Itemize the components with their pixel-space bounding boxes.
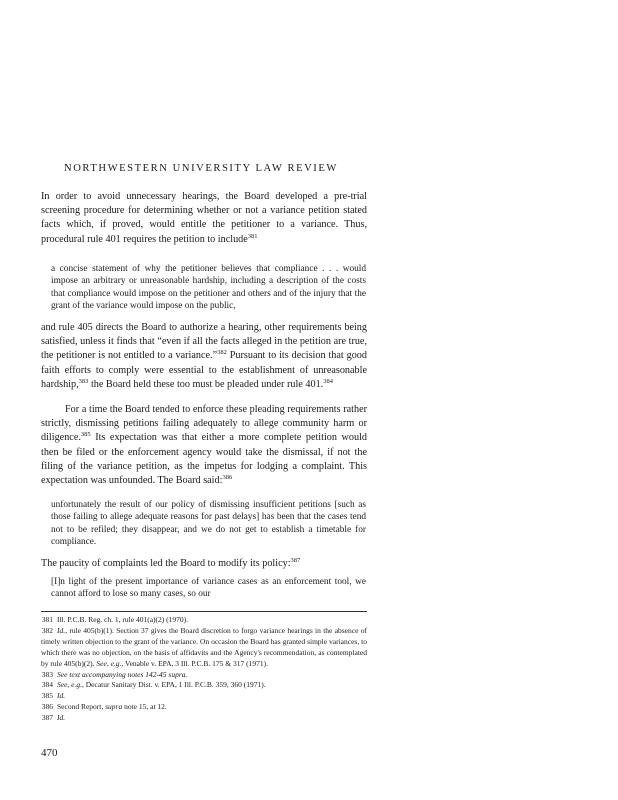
footnote-number: 385 [41, 691, 53, 701]
footnote-divider [41, 611, 367, 612]
block-quote-3: [I]n light of the present importance of variance cases as an enforcement tool, we cannot afford to lose so many cases, so our [51, 577, 366, 600]
block-quote-2: unfortunately the result of our policy of dismissing insufficient petitions [such as those failing to allege adequate reasons for past delays] has been that the cases tend not to be refiled; they disappear, and we do not get to establish a timetable for compliance. [51, 500, 366, 547]
footnote-ref-386[interactable]: 386 [222, 474, 233, 482]
paragraph-4 [41, 557, 367, 571]
paragraph-1-text: In order to avoid unnecessary hearings, the Board developed a pre-trial screening procedure for determining whether or not a variance petition stated facts which, if proved, would entitle the petitioner to a variance. Thus, procedural rule 401 requires the petition to include [41, 191, 367, 245]
footnote-385 [41, 691, 367, 702]
footnote-text-italic: See text accompanying notes 142-45 supra. [57, 669, 188, 679]
paragraph-2 [41, 321, 367, 392]
page-number: 470 [41, 747, 58, 759]
footnote-number: 382 [41, 625, 53, 635]
footnote-384 [41, 680, 367, 691]
paragraph-2-text-b: Pursuant to its decision that good faith efforts to comply were essential to the establishment of unreasonable hardship, [41, 350, 367, 390]
footnote-387 [41, 713, 367, 724]
footnote-ref-385[interactable]: 385 [80, 431, 91, 439]
footnote-text-italic: supra [105, 702, 123, 712]
footnote-text: , rule 405(b)(1). Section 37 gives the Board discretion to forgo variance hearings in the absence of timely written objection to the grant of the variance. On occasion the Board has granted simple variances, to which there was no objection, on the basis of affidavits and the Agency's recommendation, as contemplated by rule 405(b)(2). [41, 625, 367, 668]
footnote-text: note 15, at 12. [122, 702, 167, 712]
paragraph-2-text-c: the Board held these too must be pleaded under rule 401. [88, 378, 324, 390]
footnote-382 [41, 626, 367, 670]
footnotes-list [41, 615, 367, 724]
footnote-ref-383[interactable]: 383 [78, 377, 89, 385]
footnote-text-italic: See, e.g., [57, 680, 84, 690]
paragraph-3-text-a: For a time the Board tended to enforce these pleading requirements rather strictly, dismissing petitions failing adequately to allege community harm or diligence. [41, 404, 367, 444]
footnote-number: 386 [41, 702, 53, 712]
footnote-ref-381[interactable]: 381 [247, 232, 258, 240]
footnote-text-italic: Id. [57, 625, 66, 635]
footnote-text: Ill. P.C.B. Reg. ch. 1, rule 401(a)(2) (1970). [57, 615, 189, 624]
footnote-text-italic: Id. [57, 691, 66, 701]
footnote-text-italic: See, e.g., [96, 658, 124, 668]
footnote-number: 387 [41, 713, 53, 723]
paragraph-2-text-a: and rule 405 directs the Board to authorize a hearing, other requirements being satisfied, unless it finds that “even if all the facts alleged in the petition are true, the petitioner is not entitled to a variance.” [41, 322, 367, 362]
footnote-ref-387[interactable]: 387 [290, 557, 301, 564]
footnote-381 [41, 615, 367, 626]
footnote-text: Second Report, [57, 702, 106, 712]
footnote-386 [41, 702, 367, 713]
footnote-number: 384 [41, 680, 53, 690]
paragraph-1 [41, 190, 367, 247]
footnote-ref-382[interactable]: 382 [217, 349, 227, 357]
footnote-text: Venable v. EPA, 3 Ill. P.C.B. 175 & 317 (1971). [123, 658, 269, 668]
block-quote-1: a concise statement of why the petitioner believes that compliance . . . would impose an arbitrary or unreasonable hardship, including a description of the costs that compliance would impose on the petitioner and others and of the injury that the grant of the variance would impose on the public, [51, 264, 366, 311]
paragraph-4-text: The paucity of complaints led the Board to modify its policy: [41, 558, 291, 569]
footnote-ref-384[interactable]: 384 [323, 377, 333, 385]
footnote-number: 383 [41, 669, 53, 679]
paragraph-3 [41, 403, 367, 488]
footnote-text-italic: Id. [57, 713, 66, 723]
footnote-text: Decatur Sanitary Dist. v. EPA, 1 Ill. P.C.B. 359, 360 (1971). [83, 680, 266, 690]
running-header: NORTHWESTERN UNIVERSITY LAW REVIEW [64, 163, 338, 174]
footnote-number: 381 [41, 615, 53, 624]
footnote-383 [41, 670, 367, 681]
paragraph-3-text-b: Its expectation was that either a more complete petition would then be filed or the enforcement agency would take the dismissal, if not the filing of the variance petition, as the impetus for lodging a complaint. This expectation was unfounded. The Board said: [41, 432, 367, 487]
